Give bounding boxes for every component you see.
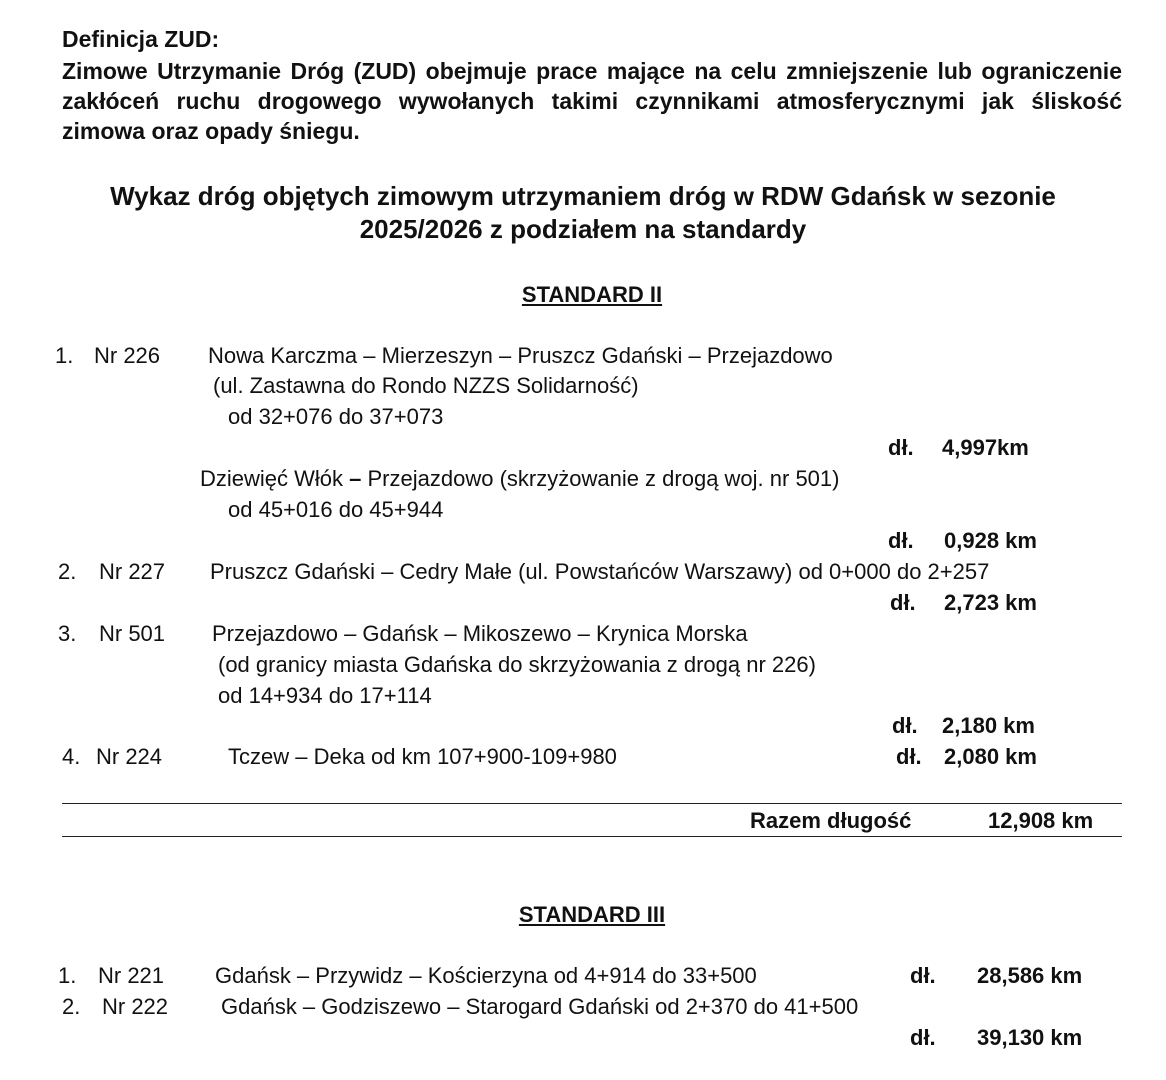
road-length: 2,180 km xyxy=(942,713,1035,738)
road-section-dash: – xyxy=(349,466,362,491)
road-id: Nr 227 xyxy=(99,559,166,584)
road-number: 3. xyxy=(58,621,77,646)
length-label: dł. xyxy=(896,744,922,769)
road-section-name: Dziewięć Włók xyxy=(200,466,350,491)
road-route: Przejazdowo – Gdańsk – Mikoszewo – Krynica Morska xyxy=(212,621,748,646)
length-label: dł. xyxy=(910,963,936,988)
road-section-detail: Przejazdowo (skrzyżowanie z drogą woj. nr 501) xyxy=(361,466,840,491)
road-id: Nr 221 xyxy=(98,963,165,988)
definition-text: Zimowe Utrzymanie Dróg (ZUD) obejmuje prace mające na celu zmniejszenie lub ograniczenie zakłóceń ruchu drogowego wywołanych takimi czynnikami atmosferycznymi jak śliskość zimowa oraz opady śniegu. xyxy=(62,58,1122,144)
road-km-range: od 32+076 do 37+073 xyxy=(228,404,444,429)
definition-heading: Definicja ZUD: xyxy=(62,26,220,52)
road-id: Nr 224 xyxy=(96,744,163,769)
total-length-label: Razem długość xyxy=(750,808,912,833)
road-length: 2,080 km xyxy=(944,744,1037,769)
road-route: Nowa Karczma – Mierzeszyn – Pruszcz Gdański – Przejazdowo xyxy=(208,343,833,368)
length-label: dł. xyxy=(888,435,914,460)
road-number: 2. xyxy=(58,559,77,584)
road-route-detail: (od granicy miasta Gdańska do skrzyżowania z drogą nr 226) xyxy=(218,652,816,677)
road-id: Nr 501 xyxy=(99,621,166,646)
road-section-km-range: od 45+016 do 45+944 xyxy=(228,497,444,522)
total-length-value: 12,908 km xyxy=(988,808,1094,833)
road-length: 4,997km xyxy=(942,435,1029,460)
road-km-range: od 14+934 do 17+114 xyxy=(218,683,432,708)
length-label: dł. xyxy=(888,528,914,553)
road-route-detail: (ul. Zastawna do Rondo NZZS Solidarność) xyxy=(213,373,639,398)
road-route: Gdańsk – Przywidz – Kościerzyna od 4+914 do 33+500 xyxy=(215,963,757,988)
road-route: Gdańsk – Godziszewo – Starogard Gdański od 2+370 do 41+500 xyxy=(221,994,859,1019)
length-label: dł. xyxy=(892,713,918,738)
road-route: Tczew – Deka od km 107+900-109+980 xyxy=(228,744,617,769)
road-length: 28,586 km xyxy=(977,963,1083,988)
road-section-route xyxy=(200,466,839,492)
road-length: 2,723 km xyxy=(944,590,1037,615)
road-route: Pruszcz Gdański – Cedry Małe (ul. Powstańców Warszawy) od 0+000 do 2+257 xyxy=(210,559,990,584)
standard-2-heading: STANDARD II xyxy=(521,282,663,307)
length-label: dł. xyxy=(910,1025,936,1050)
total-bottom-rule xyxy=(62,836,1122,837)
road-length: 39,130 km xyxy=(977,1025,1083,1050)
length-label: dł. xyxy=(890,590,916,615)
document-title-line-1: Wykaz dróg objętych zimowym utrzymaniem dróg w RDW Gdańsk w sezonie xyxy=(110,181,1056,211)
document-title-line-2: 2025/2026 z podziałem na standardy xyxy=(359,214,807,244)
road-id: Nr 222 xyxy=(102,994,169,1019)
road-section-length: 0,928 km xyxy=(944,528,1037,553)
road-number: 1. xyxy=(55,343,74,368)
road-number: 2. xyxy=(62,994,81,1019)
road-number: 1. xyxy=(58,963,77,988)
standard-3-heading: STANDARD III xyxy=(518,902,666,927)
total-top-rule xyxy=(62,803,1122,804)
road-number: 4. xyxy=(62,744,81,769)
road-id: Nr 226 xyxy=(94,343,161,368)
document-title xyxy=(0,180,1166,246)
